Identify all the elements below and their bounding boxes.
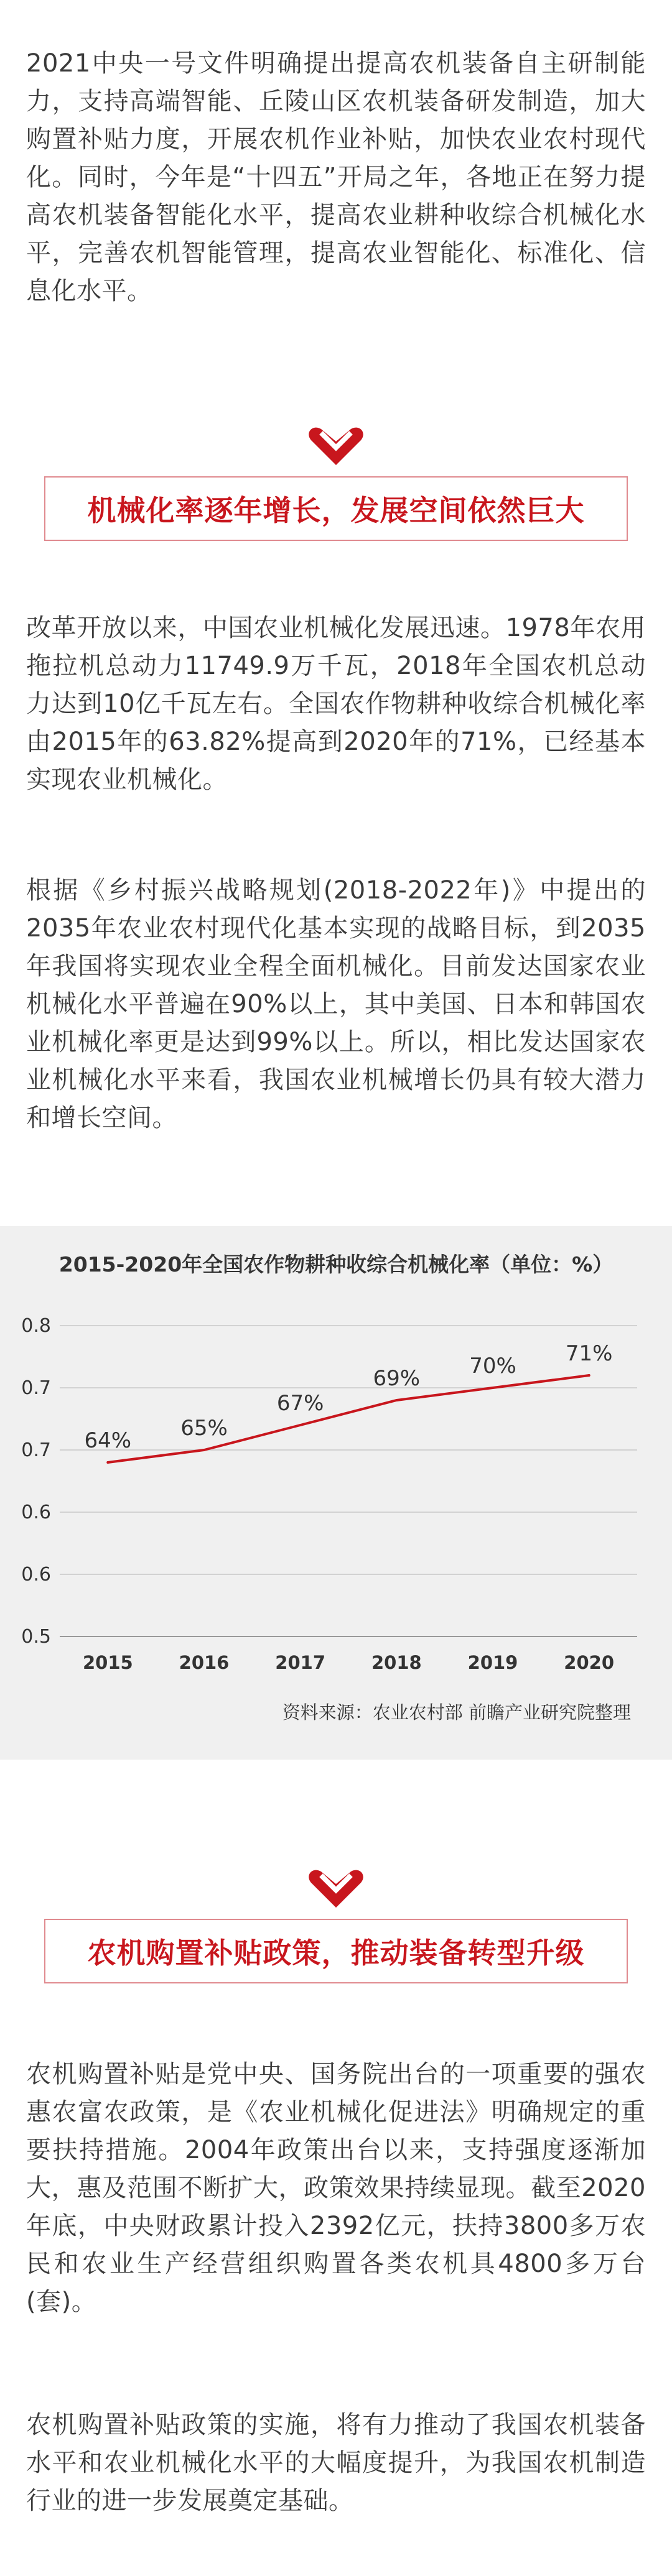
x-tick-label: 2020 — [564, 1652, 615, 1673]
data-point — [106, 1461, 109, 1464]
x-tick-label: 2015 — [82, 1652, 133, 1673]
x-tick-label: 2016 — [179, 1652, 230, 1673]
data-point — [395, 1399, 398, 1401]
y-tick-label: 0.7 — [21, 1439, 51, 1461]
data-point — [588, 1374, 590, 1377]
data-point — [203, 1449, 205, 1451]
section1-paragraph-1: 改革开放以来，中国农业机械化发展迅速。1978年农用拖拉机总动力11749.9万千瓦，2018年全国农机总动力达到10亿千瓦左右。全国农作物耕种收综合机械化率由2015年的63.82%提高到2020年的71%，已经基本实现农业机械化。 — [26, 614, 646, 794]
y-tick-label: 0.6 — [21, 1564, 51, 1586]
intro-paragraph: 2021中央一号文件明确提出提高农机装备自主研制能力，支持高端智能、丘陵山区农机装备研发制造，加大购置补贴力度，开展农机作业补贴，加快农业农村现代化。同时，今年是“十四五”开局之年，各地正在努力提高农机装备智能化水平，提高农业耕种收综合机械化水平，完善农机智能管理，提高农业智能化、标准化、信息化水平。 — [26, 49, 646, 305]
line-chart — [0, 1226, 672, 1760]
data-label: 71% — [565, 1341, 613, 1366]
chart-source: 资料来源：农业农村部 前瞻产业研究院整理 — [282, 1702, 631, 1723]
y-tick-label: 0.8 — [21, 1315, 51, 1337]
x-tick-label: 2018 — [371, 1652, 422, 1673]
data-point — [299, 1424, 302, 1426]
data-point — [492, 1387, 494, 1389]
y-tick-label: 0.5 — [21, 1626, 51, 1648]
section-heading-2-text: 农机购置补贴政策，推动装备转型升级 — [87, 1936, 585, 1970]
x-tick-label: 2017 — [275, 1652, 326, 1673]
data-label: 67% — [276, 1391, 324, 1416]
heart-icon — [307, 1869, 365, 1909]
data-label: 70% — [469, 1354, 516, 1378]
y-tick-label: 0.7 — [21, 1377, 51, 1399]
section2-paragraph-1: 农机购置补贴是党中央、国务院出台的一项重要的强农惠农富农政策，是《农业机械化促进法》明确规定的重要扶持措施。2004年政策出台以来，支持强度逐渐加大，惠及范围不断扩大，政策效果持续显现。截至2020年底，中央财政累计投入2392亿元，扶持3800多万农民和农业生产经营组织购置各类农机具4800多万台(套)。 — [26, 2060, 646, 2316]
chart-title: 2015-2020年全国农作物耕种收综合机械化率（单位：%） — [58, 1252, 614, 1276]
heart-icon — [307, 427, 365, 466]
chart-panel — [0, 1226, 672, 1760]
section1-paragraph-2: 根据《乡村振兴战略规划(2018-2022年)》中提出的2035年农业农村现代化基本实现的战略目标，到2035年我国将实现农业全程全面机械化。目前发达国家农业机械化水平普遍在90%以上，其中美国、日本和韩国农业机械化率更是达到99%以上。所以，相比发达国家农业机械化水平来看，我国农业机械增长仍具有较大潜力和增长空间。 — [26, 876, 646, 1132]
data-label: 64% — [84, 1428, 132, 1453]
section-heading-1 — [44, 476, 628, 541]
x-tick-label: 2019 — [467, 1652, 518, 1673]
data-label: 65% — [180, 1416, 228, 1441]
data-label: 69% — [373, 1366, 421, 1391]
y-tick-label: 0.6 — [21, 1502, 51, 1523]
section2-paragraph-2: 农机购置补贴政策的实施，将有力推动了我国农机装备水平和农业机械化水平的大幅度提升，为我国农机制造行业的进一步发展奠定基础。 — [26, 2411, 646, 2515]
section-heading-1-text: 机械化率逐年增长，发展空间依然巨大 — [87, 494, 585, 527]
section-heading-2 — [44, 1919, 628, 1983]
